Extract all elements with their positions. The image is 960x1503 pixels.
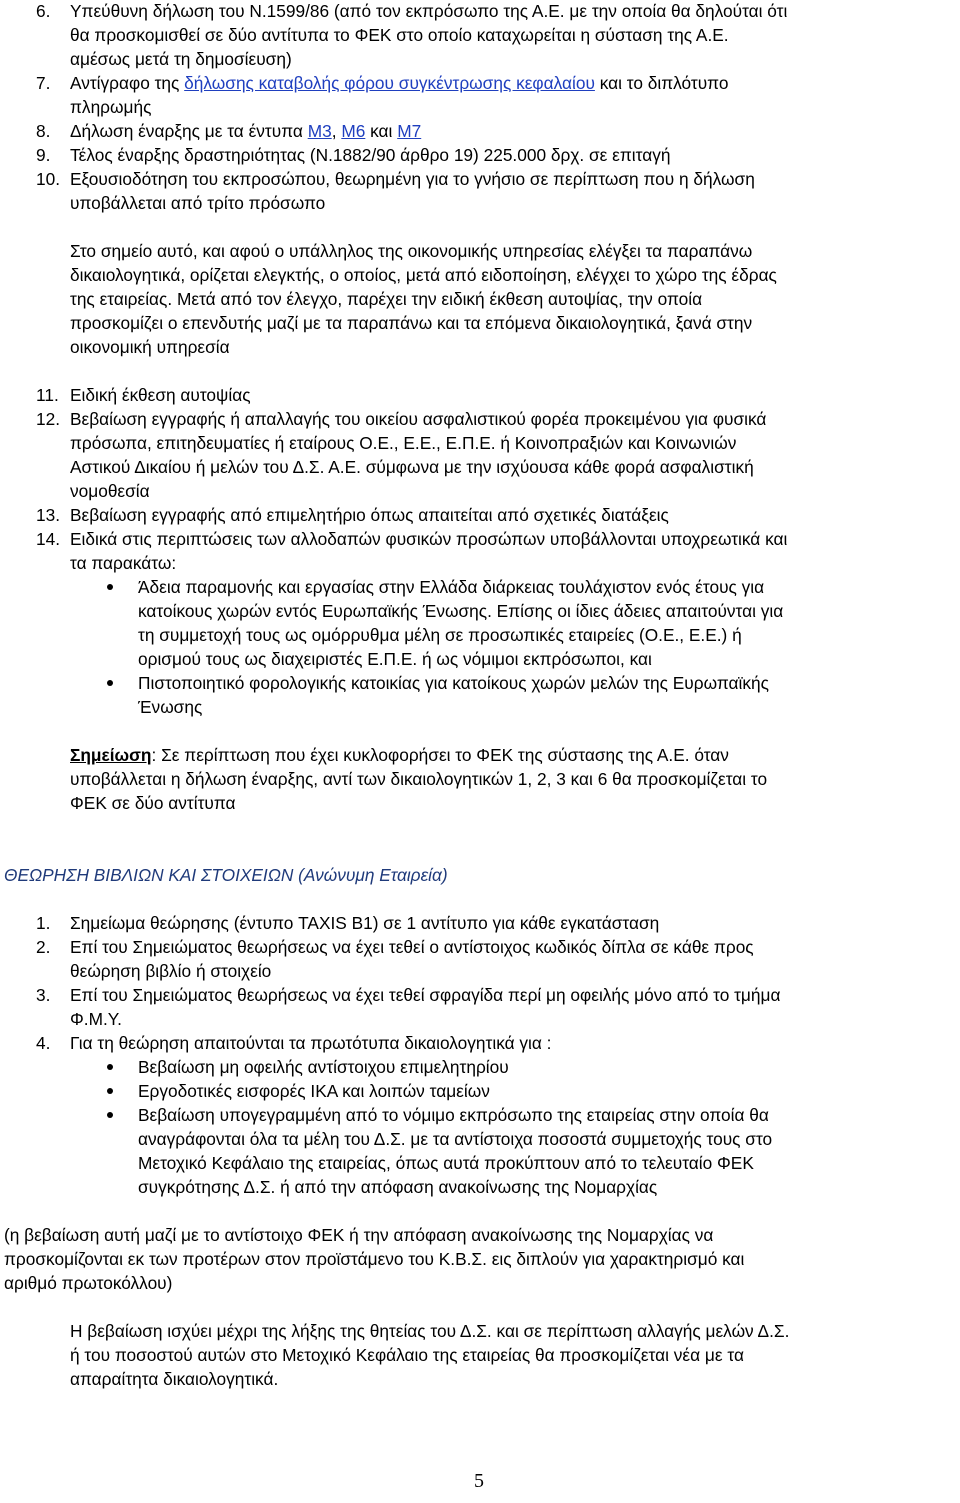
item-text-line: Αστικού Δικαίου ή μελών του Δ.Σ. Α.Ε. σύμφωνα με την ισχύουσα κάθε φορά ασφαλιστική [70, 457, 754, 477]
item-text-line: Ειδικά στις περιπτώσεις των αλλοδαπών φυσικών προσώπων υποβάλλονται υποχρεωτικά και [70, 529, 788, 549]
note-label: Σημείωση [70, 745, 152, 765]
item-number: 13. [36, 505, 61, 525]
bullet-icon [107, 1112, 113, 1118]
bullet-text-line: ορισμού τους ως διαχειριστές Ε.Π.Ε. ή ως νόμιμοι εκπρόσωποι, και [138, 649, 652, 669]
item-text-line: Επί του Σημειώματος θεωρήσεως να έχει τεθεί ο αντίστοιχος κωδικός δίπλα σε κάθε προς [70, 937, 754, 957]
bullet-icon [107, 680, 113, 686]
bullet-icon [107, 584, 113, 590]
item-text: , [331, 121, 342, 141]
item-number: 9. [36, 145, 51, 165]
item-text-line: Για τη θεώρηση απαιτούνται τα πρωτότυπα δικαιολογητικά για : [70, 1033, 552, 1053]
item-text-line: θεώρηση βιβλίο ή στοιχείο [70, 961, 272, 981]
item-text-line [70, 120, 421, 142]
item-text-line: πληρωμής [70, 97, 152, 117]
paragraph-line: Η βεβαίωση ισχύει μέχρι της λήξης της θητείας του Δ.Σ. και σε περίπτωση αλλαγής μελών Δ.Σ. [70, 1321, 790, 1341]
bullet-text-line: Άδεια παραμονής και εργασίας στην Ελλάδα διάρκειας τουλάχιστον ενός έτους για [138, 577, 765, 597]
paragraph-line: απαραίτητα δικαιολογητικά. [70, 1369, 279, 1389]
paragraph-line: Στο σημείο αυτό, και αφού ο υπάλληλος της οικονομικής υπηρεσίας ελέγξει τα παραπάνω [70, 241, 753, 261]
paragraph-line: της εταιρείας. Μετά από τον έλεγχο, παρέχει την ειδική έκθεση αυτοψίας, την οποία [70, 289, 703, 309]
bullet-icon [107, 1064, 113, 1070]
item-text: Δήλωση έναρξης με τα έντυπα [70, 121, 308, 141]
note-line [70, 744, 729, 766]
item-text-line: Εξουσιοδότηση του εκπροσώπου, θεωρημένη για το γνήσιο σε περίπτωση που η δήλωση [70, 169, 755, 189]
item-text-line: Φ.Μ.Υ. [70, 1009, 122, 1029]
item-number: 11. [36, 385, 59, 405]
bullet-text-line: Πιστοποιητικό φορολογικής κατοικίας για κατοίκους χωρών μελών της Ευρωπαϊκής [138, 673, 769, 693]
item-text: και το διπλότυπο [594, 73, 729, 93]
bullet-text-line: Εργοδοτικές εισφορές ΙΚΑ και λοιπών ταμείων [138, 1081, 490, 1101]
bullet-text-line: Μετοχικό Κεφάλαιο της εταιρείας, όπως αυτά προκύπτουν από το τελευταίο ΦΕΚ [138, 1153, 754, 1173]
item-text-line: Βεβαίωση εγγραφής από επιμελητήριο όπως απαιτείται από σχετικές διατάξεις [70, 505, 669, 525]
page-number: 5 [474, 1470, 484, 1492]
item-text: Αντίγραφο της [70, 73, 185, 93]
item-number: 12. [36, 409, 61, 429]
item-text-line: Υπεύθυνη δήλωση του Ν.1599/86 (από τον εκπρόσωπο της Α.Ε. με την οποία θα δηλούται ότι [70, 1, 788, 21]
item-text-line: Σημείωμα θεώρησης (έντυπο TAXIS Β1) σε 1 αντίτυπο για κάθε εγκατάσταση [70, 913, 660, 933]
note-line: ΦΕΚ σε δύο αντίτυπα [70, 793, 236, 813]
item-number: 10. [36, 169, 61, 189]
item-text-line: πρόσωπα, επιτηδευματίες ή εταίρους Ο.Ε., Ε.Ε., Ε.Π.Ε. ή Κοινοπραξιών και Κοινωνιών [70, 433, 737, 453]
paragraph-line: (η βεβαίωση αυτή μαζί με το αντίστοιχο ΦΕΚ ή την απόφαση ανακοίνωσης της Νομαρχίας να [4, 1225, 714, 1245]
item-number: 6. [36, 1, 51, 21]
item-number: 3. [36, 985, 51, 1005]
note-line: υποβάλλεται η δήλωση έναρξης, αντί των δικαιολογητικών 1, 2, 3 και 6 θα προσκομίζεται το [70, 769, 768, 789]
note-text: : Σε περίπτωση που έχει κυκλοφορήσει το ΦΕΚ της σύστασης της Α.Ε. όταν [151, 745, 729, 765]
bullet-text-line: τη συμμετοχή τους ως ομόρρυθμα μέλη σε προσωπικές εταιρείες (Ο.Ε., Ε.Ε.) ή [138, 625, 742, 645]
item-text-line: Επί του Σημειώματος θεωρήσεως να έχει τεθεί σφραγίδα περί μη οφειλής μόνο από το τμήμα [70, 985, 781, 1005]
item-number: 7. [36, 73, 51, 93]
paragraph-line: οικονομική υπηρεσία [70, 337, 230, 357]
paragraph-line: προσκομίζονται εκ των προτέρων στον προϊστάμενο του Κ.Β.Σ. εις διπλούν για χαρακτηρισμό και [4, 1249, 745, 1269]
item-number: 8. [36, 121, 51, 141]
bullet-text-line: αναγράφονται όλα τα μέλη του Δ.Σ. με τα αντίστοιχα ποσοστά συμμετοχής τους στο [138, 1129, 773, 1149]
item-number: 1. [36, 913, 51, 933]
item-number: 2. [36, 937, 51, 957]
item-text-line: Βεβαίωση εγγραφής ή απαλλαγής του οικείου ασφαλιστικού φορέα προκειμένου για φυσικά [70, 409, 767, 429]
item-text-line: νομοθεσία [70, 481, 150, 501]
form-m7-link[interactable]: Μ7 [397, 121, 422, 141]
item-text-line: αμέσως μετά τη δημοσίευση) [70, 49, 292, 69]
paragraph-line: δικαιολογητικά, ορίζεται ελεγκτής, ο οποίος, μετά από ειδοποίηση, ελέγχει το χώρο της έδρας [70, 265, 777, 285]
item-text-line [70, 72, 728, 94]
form-m3-link[interactable]: Μ3 [307, 121, 332, 141]
item-text-line: Τέλος έναρξης δραστηριότητας (Ν.1882/90 άρθρο 19) 225.000 δρχ. σε επιταγή [70, 145, 671, 165]
tax-declaration-link[interactable]: δήλωσης καταβολής φόρου συγκέντρωσης κεφαλαίου [184, 73, 595, 93]
bullet-text-line: Ένωσης [138, 697, 203, 717]
item-number: 4. [36, 1033, 51, 1053]
item-text-line: τα παρακάτω: [70, 553, 177, 573]
paragraph-line: ή του ποσοστού αυτών στο Μετοχικό Κεφάλαιο της εταιρείας θα προσκομίζεται νέα με τα [70, 1345, 744, 1365]
item-text-line: θα προσκομισθεί σε δύο αντίτυπα το ΦΕΚ στο οποίο καταχωρείται η σύσταση της Α.Ε. [70, 25, 729, 45]
bullet-text-line: κατοίκους χωρών εντός Ευρωπαϊκής Ένωσης. Επίσης οι ίδιες άδειες απαιτούνται για [138, 601, 784, 621]
item-number: 14. [36, 529, 61, 549]
paragraph-line: προσκομίζει ο επενδυτής μαζί με τα παραπάνω και τα επόμενα δικαιολογητικά, ξανά στην [70, 313, 753, 333]
item-text: και [365, 121, 398, 141]
bullet-text-line: συγκρότησης Δ.Σ. ή από την απόφαση ανακοίνωσης της Νομαρχίας [138, 1177, 658, 1197]
bullet-text-line: Βεβαίωση υπογεγραμμένη από το νόμιμο εκπρόσωπο της εταιρείας στην οποία θα [138, 1105, 769, 1125]
paragraph-line: αριθμό πρωτοκόλλου) [4, 1273, 173, 1293]
item-text-line: Ειδική έκθεση αυτοψίας [70, 385, 251, 405]
form-m6-link[interactable]: Μ6 [341, 121, 366, 141]
bullet-text-line: Βεβαίωση μη οφειλής αντίστοιχου επιμελητηρίου [138, 1057, 509, 1077]
section-heading: ΘΕΩΡΗΣΗ ΒΙΒΛΙΩΝ ΚΑΙ ΣΤΟΙΧΕΙΩΝ (Ανώνυμη Εταιρεία) [4, 865, 448, 885]
bullet-icon [107, 1088, 113, 1094]
item-text-line: υποβάλλεται από τρίτο πρόσωπο [70, 193, 326, 213]
